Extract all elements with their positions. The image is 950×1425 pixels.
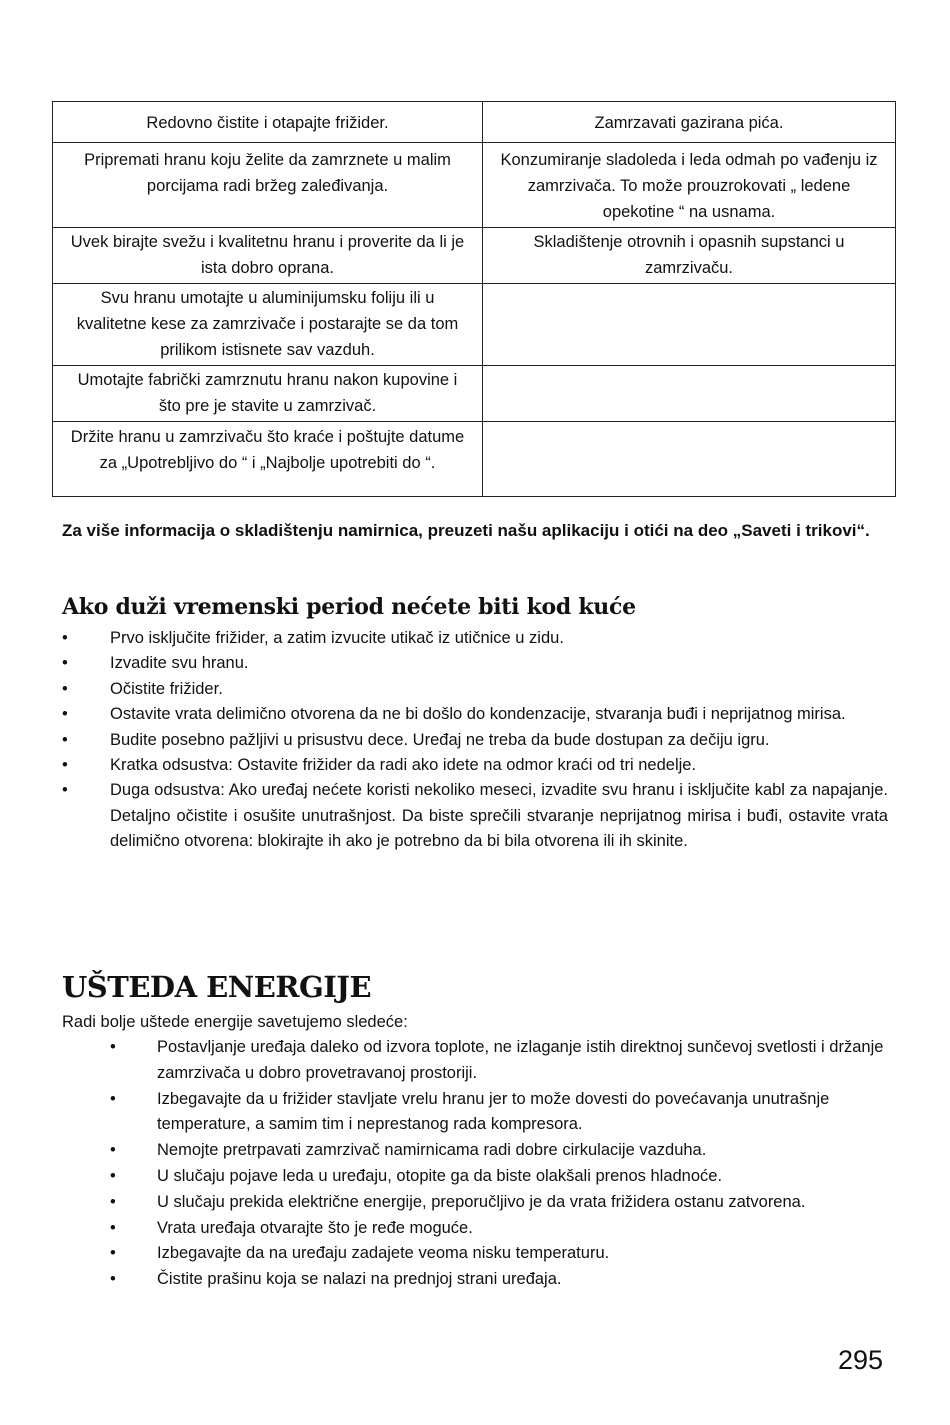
list-item [62, 753, 888, 778]
table-cell-do: Redovno čistite i otapajte frižider. [53, 102, 483, 143]
energy-saving-heading: UŠTEDA ENERGIJE [62, 970, 372, 1004]
list-item-text: Izbegavajte da na uređaju zadajete veoma nisku temperaturu. [157, 1244, 610, 1263]
table-cell-do: Pripremati hranu koju želite da zamrznete u malim porcijama radi bržeg zaleđivanja. [53, 143, 483, 228]
list-item [62, 626, 888, 651]
table-cell-dont: Skladištenje otrovnih i opasnih supstanci u zamrzivaču. [483, 228, 896, 284]
bullet-icon: • [62, 679, 68, 698]
list-item [110, 1138, 890, 1164]
list-item-text: Očistite frižider. [110, 679, 223, 698]
table-row [53, 366, 896, 422]
bullet-icon: • [110, 1141, 116, 1160]
list-item [110, 1190, 890, 1216]
list-item [62, 677, 888, 702]
table-cell-dont: Konzumiranje sladoleda i leda odmah po vađenju iz zamrzivača. To može prouzrokovati „ ledene opekotine “ na usnama. [483, 143, 896, 228]
table-cell-do: Uvek birajte svežu i kvalitetnu hranu i proverite da li je ista dobro oprana. [53, 228, 483, 284]
list-item-text: Prvo isključite frižider, a zatim izvucite utikač iz utičnice u zidu. [110, 629, 564, 647]
list-item-text: U slučaju pojave leda u uređaju, otopite ga da biste olakšali prenos hladnoće. [157, 1166, 723, 1185]
list-item-text: Čistite prašinu koja se nalazi na prednjoj strani uređaja. [157, 1270, 562, 1289]
list-item [62, 651, 888, 676]
list-item-text: Postavljanje uređaja daleko od izvora toplote, ne izlaganje istih direktnoj sunčevoj svetlosti i držanje zamrzivača u dobro provetravanoj prostoriji. [157, 1038, 884, 1082]
list-item-text: Nemojte pretrpavati zamrzivač namirnicama radi dobre cirkulacije vazduha. [157, 1141, 707, 1160]
table-row [53, 228, 896, 284]
list-item [62, 778, 888, 854]
list-item [110, 1267, 890, 1293]
list-item-text: U slučaju prekida električne energije, preporučljivo je da vrata frižidera ostanu zatvorena. [157, 1192, 806, 1211]
table-cell-do: Umotajte fabrički zamrznutu hranu nakon kupovine i što pre je stavite u zamrzivač. [53, 366, 483, 422]
dos-and-donts-table [52, 101, 896, 497]
list-item-text: Budite posebno pažljivi u prisustvu dece. Uređaj ne treba da bude dostupan za dečiju igru. [110, 730, 770, 749]
list-item-text: Duga odsustva: Ako uređaj nećete koristi nekoliko meseci, izvadite svu hranu i isključite kabl za napajanje. Detaljno očistite i osušite unutrašnjost. Da biste sprečili stvaranje neprijatnog mirisa i buđi, ostavite vrata delimično otvorena: blokirajte ih ako je potrebno da bi bila otvorena ili ih skinite. [110, 781, 888, 851]
bullet-icon: • [62, 730, 68, 749]
list-item-text: Izbegavajte da u frižider stavljate vrelu hranu jer to može dovesti do povećavanja unutrašnje temperature, a samim tim i neprestanog rada kompresora. [157, 1089, 830, 1134]
bullet-icon: • [62, 629, 68, 647]
list-item [110, 1087, 890, 1139]
energy-intro: Radi bolje uštede energije savetujemo sledeće: [62, 1013, 408, 1031]
list-item [62, 702, 888, 727]
bullet-icon: • [62, 654, 68, 673]
bullet-icon: • [62, 756, 68, 775]
away-heading: Ako duži vremenski period nećete biti kod kuće [62, 594, 636, 620]
list-item [110, 1035, 890, 1087]
table-row [53, 284, 896, 366]
list-item-text: Ostavite vrata delimično otvorena da ne bi došlo do kondenzacije, stvaranja buđi i neprijatnog mirisa. [110, 705, 846, 724]
bullet-icon: • [110, 1089, 116, 1108]
bullet-icon: • [62, 781, 68, 800]
table-row [53, 102, 896, 143]
energy-list [110, 1035, 890, 1293]
info-note: Za više informacija o skladištenju namirnica, preuzeti našu aplikaciju i otići na deo „Saveti i trikovi“. [62, 521, 870, 540]
table-cell-do: Svu hranu umotajte u aluminijumsku foliju ili u kvalitetne kese za zamrzivače i postarajte se da tom prilikom istisnete sav vazduh. [53, 284, 483, 366]
page-number: 295 [838, 1345, 884, 1375]
table-cell-do: Držite hranu u zamrzivaču što kraće i poštujte datume za „Upotrebljivo do “ i „Najbolje upotrebiti do “. [53, 422, 483, 497]
table-row [53, 143, 896, 228]
bullet-icon: • [110, 1270, 116, 1289]
bullet-icon: • [110, 1244, 116, 1263]
bullet-icon: • [62, 705, 68, 724]
list-item-text: Kratka odsustva: Ostavite frižider da radi ako idete na odmor kraći od tri nedelje. [110, 756, 697, 775]
list-item-text: Vrata uređaja otvarajte što je ređe moguće. [157, 1218, 473, 1237]
bullet-icon: • [110, 1218, 116, 1237]
list-item [110, 1241, 890, 1267]
bullet-icon: • [110, 1038, 116, 1056]
bullet-icon: • [110, 1192, 116, 1211]
table-cell-dont: Zamrzavati gazirana pića. [483, 102, 896, 143]
table-cell-dont [483, 284, 896, 366]
list-item [62, 728, 888, 753]
list-item-text: Izvadite svu hranu. [110, 654, 249, 673]
table-cell-dont [483, 366, 896, 422]
list-item [110, 1164, 890, 1190]
away-list [62, 626, 888, 855]
table-row [53, 422, 896, 497]
table-cell-dont [483, 422, 896, 497]
list-item [110, 1216, 890, 1242]
bullet-icon: • [110, 1166, 116, 1185]
